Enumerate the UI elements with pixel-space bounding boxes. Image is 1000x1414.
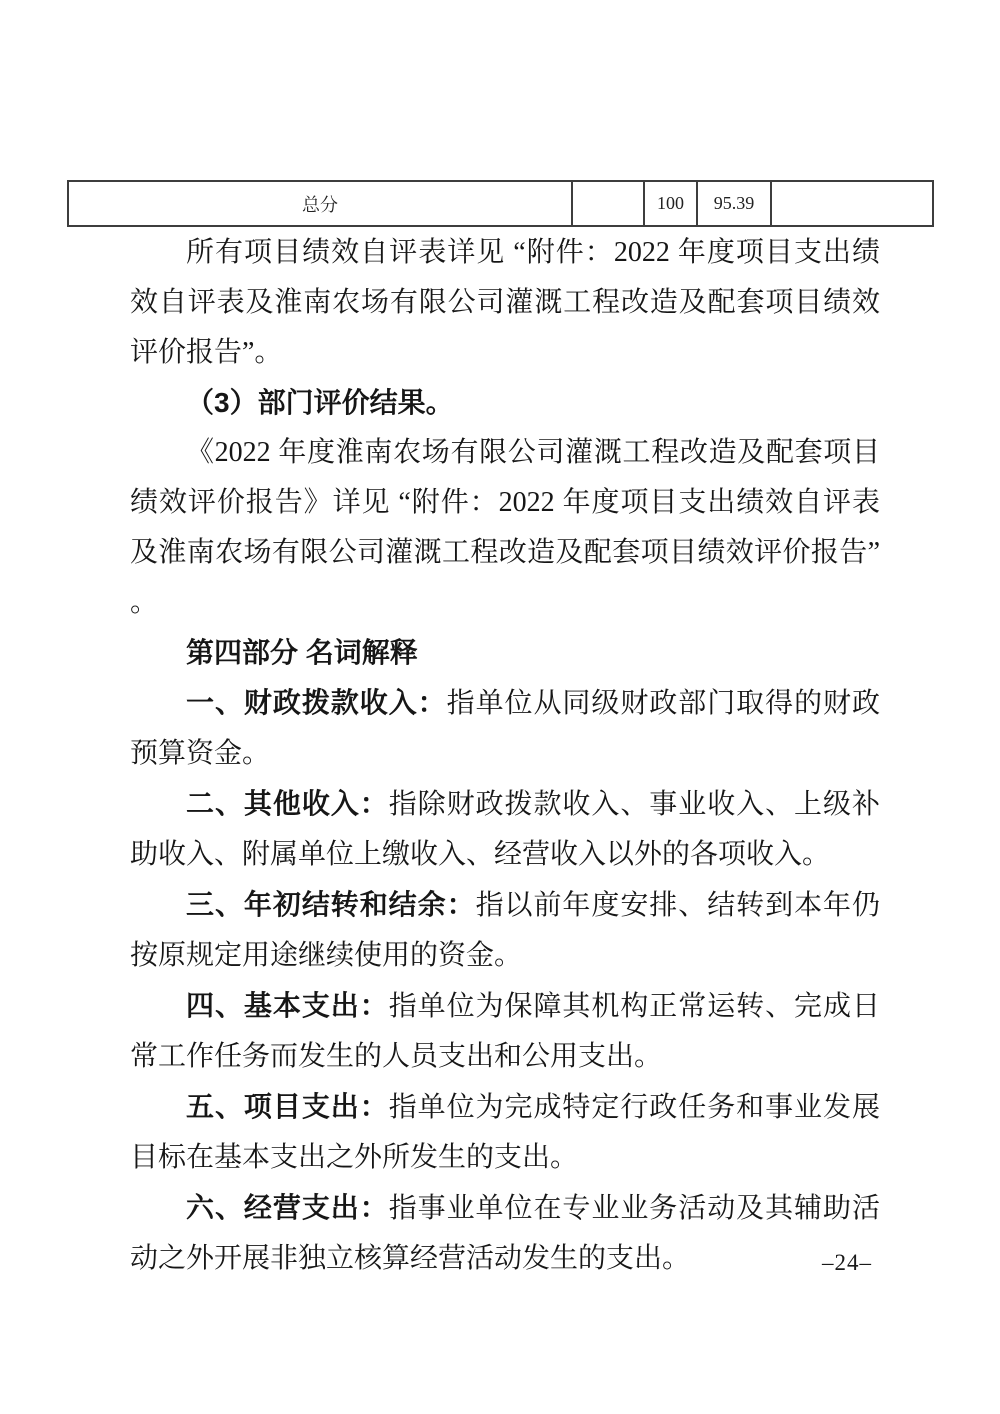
term-text: 指以前年度安排、结转到本年仍按原规定用途继续使用的资金。 xyxy=(130,890,880,971)
score-table xyxy=(67,180,934,227)
term-text: 指单位从同级财政部门取得的财政预算资金。 xyxy=(130,688,880,769)
term-label-other-income: 二、其他收入： xyxy=(186,788,389,819)
term-label-project-expenditure: 五、项目支出： xyxy=(186,1091,389,1122)
empty-cell xyxy=(572,181,644,226)
term-label-basic-expenditure: 四、基本支出： xyxy=(186,990,389,1021)
term-definition-1 xyxy=(130,678,880,779)
term-definition-5 xyxy=(130,1082,880,1183)
term-label-operating-expenditure: 六、经营支出： xyxy=(186,1192,389,1223)
score-value-cell: 95.39 xyxy=(697,181,771,226)
term-definition-2 xyxy=(130,779,880,880)
heading-department-evaluation-result: （3）部门评价结果。 xyxy=(186,387,454,418)
table-row xyxy=(68,181,933,226)
document-body xyxy=(130,228,880,1284)
term-label-fiscal-appropriation-income: 一、财政拨款收入： xyxy=(186,687,447,718)
empty-cell xyxy=(771,181,933,226)
term-text: 指单位为保障其机构正常运转、完成日常工作任务而发生的人员支出和公用支出。 xyxy=(130,991,880,1072)
term-label-carryover-balance: 三、年初结转和结余： xyxy=(186,889,476,920)
max-score-cell: 100 xyxy=(644,181,697,226)
term-definition-6 xyxy=(130,1183,880,1284)
heading-part-four-glossary: 第四部分 名词解释 xyxy=(186,637,418,668)
paragraph-self-evaluation: 所有项目绩效自评表详见 “附件：2022 年度项目支出绩效自评表及淮南农场有限公司灌溉工程改造及配套项目绩效评价报告”。 xyxy=(130,237,880,368)
term-definition-3 xyxy=(130,880,880,981)
page-number: –24– xyxy=(822,1250,872,1275)
term-text: 指单位为完成特定行政任务和事业发展目标在基本支出之外所发生的支出。 xyxy=(130,1092,880,1173)
term-text: 指除财政拨款收入、事业收入、上级补助收入、附属单位上缴收入、经营收入以外的各项收入。 xyxy=(130,789,880,870)
term-definition-4 xyxy=(130,981,880,1082)
total-score-label-cell: 总分 xyxy=(68,181,572,226)
paragraph-evaluation-report: 《2022 年度淮南农场有限公司灌溉工程改造及配套项目绩效评价报告》详见 “附件：2022 年度项目支出绩效自评表及淮南农场有限公司灌溉工程改造及配套项目绩效评价报告” 。 xyxy=(130,437,880,618)
term-text: 指事业单位在专业业务活动及其辅助活动之外开展非独立核算经营活动发生的支出。 xyxy=(130,1193,880,1274)
